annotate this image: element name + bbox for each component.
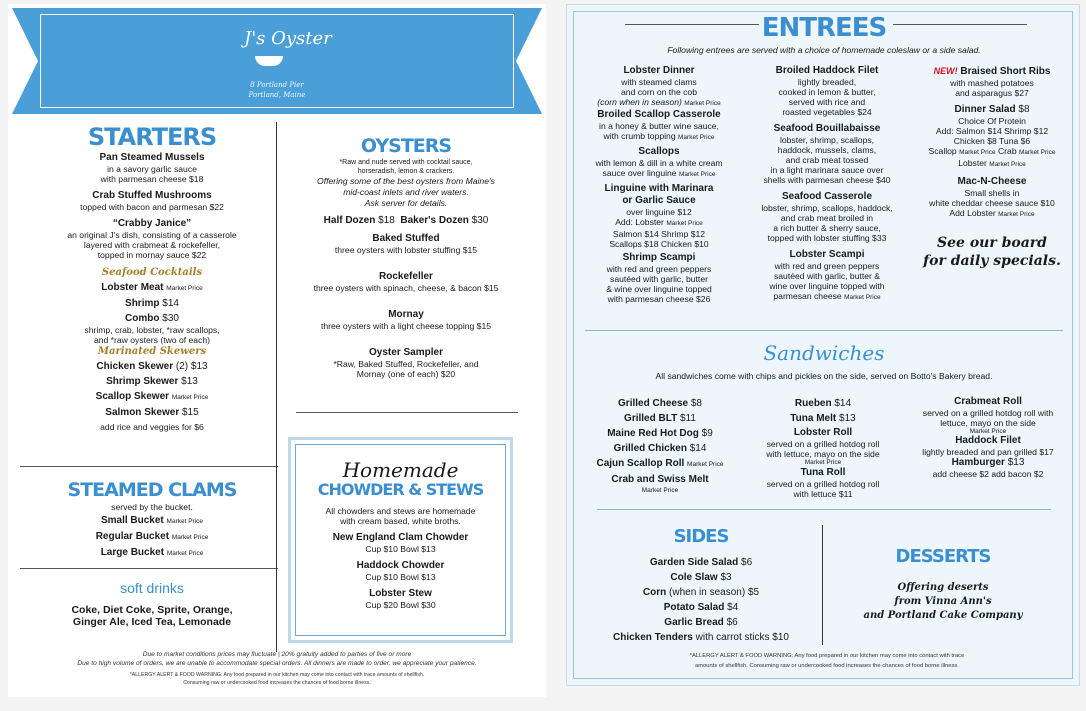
menu-item-desc: lightly breaded and pan grilled $17	[922, 447, 1054, 457]
drinks-list: Ginger Ale, Iced Tea, Lemonade	[72, 616, 232, 628]
menu-item-name: Rockefeller	[379, 271, 433, 282]
menu-item-name: Lobster Roll	[793, 427, 853, 438]
menu-item-desc: with mashed potatoes	[950, 78, 1034, 88]
menu-item-name: Linguine with Marinara	[604, 183, 714, 194]
menu-item-desc: Chicken $8 Tuna $6	[953, 136, 1031, 146]
menu-item-name: Grilled Chicken $14	[613, 443, 707, 454]
menu-item-name: Shrimp Scampi	[622, 252, 696, 263]
menu-item-name: Broiled Haddock Filet	[775, 65, 879, 76]
menu-item-desc: Add: Lobster Market Price	[615, 217, 703, 227]
menu-item-name: Chicken Tenders with carrot sticks $10	[613, 632, 789, 643]
menu-item-desc: an original J's dish, consisting of a casserole	[67, 230, 237, 240]
skewers-title: Marinated Skewers	[97, 346, 207, 357]
menu-item-desc: Lobster Market Price	[958, 158, 1026, 168]
sides-section	[597, 525, 805, 645]
specials-note: See our board	[937, 235, 1047, 251]
divider	[597, 509, 1051, 510]
menu-item-name: Crab Stuffed Mushrooms	[92, 190, 212, 201]
menu-item-desc: with lettuce, mayo on the side	[766, 449, 880, 459]
menu-item-desc: three oysters with lobster stuffing $15	[334, 245, 478, 255]
menu-item-desc: Add: Salmon $14 Shrimp $12	[935, 126, 1049, 136]
chowder-script-title: Homemade	[342, 458, 459, 482]
menu-item-desc: over linguine $12	[626, 207, 692, 217]
desserts-note: from Vinna Ann's	[894, 596, 992, 607]
menu-item-desc: topped with lobster stuffing $33	[767, 233, 887, 243]
menu-item-name: Garlic Bread $6	[664, 617, 738, 628]
oysters-note: Ask server for details.	[364, 198, 448, 208]
menu-item-desc: served on a grilled hotdog roll	[766, 479, 880, 489]
clams-subtitle: served by the bucket.	[111, 502, 193, 512]
menu-item-desc: and crab meat tossed	[785, 155, 869, 165]
menu-item-name: Lobster Meat Market Price	[101, 282, 203, 293]
menu-item-desc: sauce over linguine Market Price	[602, 168, 716, 178]
menu-item-name: Shrimp $14	[125, 298, 179, 309]
menu-item-desc: Small shells in	[964, 188, 1020, 198]
menu-item-name: Seafood Bouillabaisse	[773, 123, 881, 134]
menu-item-desc: served on a grilled hotdog roll with	[922, 408, 1054, 418]
menu-item-name: Salmon Skewer $15	[105, 407, 199, 418]
menu-item-desc: (corn when in season) Market Price	[597, 97, 721, 107]
menu-item-name: NEW! Braised Short Ribs	[933, 66, 1051, 77]
menu-item-price: Market Price	[641, 487, 679, 494]
menu-item-name: Lobster Dinner	[623, 65, 695, 76]
menu-item-desc: lobster, shrimp, scallops,	[779, 135, 875, 145]
menu-item-price: Cup $20 Bowl $30	[365, 600, 436, 610]
menu-item-desc: topped in mornay sauce $22	[97, 250, 207, 260]
entrees-title: ENTREES	[761, 13, 887, 43]
sandwiches-subtitle: All sandwiches come with chips and pickles on the side, served on Botto's Bakery bread.	[655, 371, 993, 381]
soft-drinks-section	[12, 578, 292, 628]
menu-item-name: Seafood Casserole	[781, 191, 873, 202]
oysters-note: Offering some of the best oysters from Maine's	[317, 176, 495, 186]
menu-item-desc: three oysters with spinach, cheese, & bacon $15	[313, 283, 499, 293]
sandwiches-column-2	[743, 396, 903, 499]
menu-item-desc: sautéed with garlic, butter &	[773, 271, 881, 281]
menu-item-name: Dinner Salad $8	[954, 104, 1030, 115]
entrees-column-1	[579, 65, 739, 304]
steamed-clams-section	[12, 478, 292, 560]
menu-item-name: Oyster Sampler	[369, 347, 443, 358]
menu-item-name: Potato Salad $4	[663, 602, 739, 613]
header-banner	[12, 8, 542, 114]
menu-item-name: Grilled BLT $11	[624, 413, 696, 424]
menu-item-name: Broiled Scallop Casserole	[597, 109, 721, 120]
divider	[20, 466, 278, 467]
menu-item-name: Scallop Skewer Market Price	[95, 391, 209, 402]
menu-item-name: Half Dozen $18 Baker's Dozen $30	[323, 215, 489, 226]
menu-item-desc: lobster, shrimp, scallops, haddock,	[761, 203, 893, 213]
menu-item-desc: in a light marinara sauce over	[770, 165, 884, 175]
menu-item-name: Combo $30	[125, 313, 179, 324]
menu-item-price: Market Price	[969, 428, 1007, 435]
menu-item-desc: haddock, mussels, clams,	[777, 145, 877, 155]
restaurant-logo: J's Oyster	[244, 28, 332, 49]
clams-title: STEAMED CLAMS	[67, 479, 237, 501]
column-divider	[822, 525, 823, 645]
menu-item-desc: *Raw, Baked Stuffed, Rockefeller, and	[333, 359, 479, 369]
menu-item-name: New England Clam Chowder	[332, 532, 469, 543]
new-badge: NEW!	[933, 66, 958, 76]
menu-item-desc: with crumb topping Market Price	[603, 131, 715, 141]
menu-item-desc: a rich butter & sherry sauce,	[773, 223, 881, 233]
menu-item-desc: add rice and veggies for $6	[100, 422, 204, 432]
chowder-box	[288, 437, 513, 643]
column-divider	[276, 122, 277, 652]
entrees-column-3	[912, 65, 1072, 270]
menu-item-name: Mac-N-Cheese	[957, 176, 1027, 187]
menu-item-price: Market Price	[804, 459, 842, 466]
drinks-list: Coke, Diet Coke, Sprite, Orange,	[71, 604, 233, 616]
menu-item-desc: white cheddar cheese sauce $10	[929, 198, 1055, 208]
right-footer: *ALLERGY ALERT & FOOD WARNING: Any food prepared in our kitchen may come into contact with trace amounts of shellfish. Consuming raw or undercooked food increases the chances of food borne illness.	[689, 653, 965, 669]
menu-item-desc: and asparagus $27	[955, 88, 1029, 98]
menu-item-desc: Scallops $18 Chicken $10	[609, 239, 709, 249]
sandwiches-title: Sandwiches	[763, 341, 885, 365]
menu-item-name: Rueben $14	[794, 398, 852, 409]
menu-item-name: Haddock Filet	[955, 435, 1021, 446]
drinks-title: soft drinks	[120, 580, 184, 596]
menu-item-desc: with lettuce $11	[793, 489, 853, 499]
menu-item-name: Pan Steamed Mussels	[99, 152, 205, 163]
oysters-section	[291, 134, 521, 379]
menu-item-desc: add cheese $2 add bacon $2	[932, 469, 1044, 479]
menu-item-name: Baked Stuffed	[372, 233, 440, 244]
menu-item-desc: with red and green peppers	[774, 261, 880, 271]
menu-item-name: or Garlic Sauce	[622, 195, 696, 206]
menu-item-desc: and *raw oysters (two of each)	[93, 335, 211, 345]
menu-item-desc: & wine over linguine topped	[606, 284, 712, 294]
entrees-column-2	[739, 65, 915, 303]
menu-item-desc: served with rice and	[788, 97, 866, 107]
menu-item-name: Corn (when in season) $5	[642, 587, 760, 598]
menu-item-desc: lettuce, mayo on the side	[940, 418, 1036, 428]
menu-item-name: Grilled Cheese $8	[618, 398, 702, 409]
desserts-title: DESSERTS	[895, 546, 991, 567]
menu-item-desc: Choice Of Protein	[958, 116, 1026, 126]
menu-item-desc: with parmesan cheese $18	[100, 174, 204, 184]
menu-item-name: Cole Slaw $3	[670, 572, 732, 583]
menu-item-desc: in a savory garlic sauce	[107, 164, 197, 174]
menu-item-desc: layered with crabmeat & rockefeller,	[83, 240, 221, 250]
menu-item-desc: topped with bacon and parmesan $22	[80, 202, 224, 212]
sides-title: SIDES	[673, 526, 729, 547]
menu-item-desc: with steamed clams	[621, 77, 697, 87]
menu-item-name: Maine Red Hot Dog $9	[607, 428, 713, 439]
menu-item-name: Chicken Skewer (2) $13	[96, 361, 208, 372]
menu-item-desc: Mornay (one of each) $20	[356, 369, 456, 379]
menu-item-desc: parmesan cheese Market Price	[773, 291, 881, 301]
desserts-note: Offering deserts	[897, 582, 989, 593]
entrees-subtitle: Following entrees are served with a choice of homemade coleslaw or a side salad.	[667, 45, 981, 55]
menu-item-name: Garden Side Salad $6	[649, 557, 753, 568]
starters-section	[12, 122, 292, 432]
left-footer: Due to market conditions prices may fluctuate | 20% gratuity added to parties of five or more Due to high volume of orders, we are unable to accommodate special orders. All dinners are made to order, we appreciate your patience. *ALLERGY ALERT & FOOD WARNING: Any food prepared in our kitchen may come into contact with trace amounts of shellfish. Consuming raw or undercooked food increases the chances of food borne illness.	[77, 651, 477, 686]
menu-item-desc: roasted vegetables $24	[782, 107, 872, 117]
oysters-note: horseradish, lemon & crackers.	[357, 168, 455, 175]
starters-title: STARTERS	[87, 123, 217, 151]
menu-item-name: Haddock Chowder	[356, 560, 445, 571]
divider	[585, 330, 1063, 331]
menu-item-name: Crab and Swiss Melt	[611, 474, 709, 485]
menu-item-name: Tuna Melt $13	[790, 413, 856, 424]
menu-item-desc: with red and green peppers	[606, 264, 712, 274]
oysters-note: *Raw and nude served with cocktail sauce,	[339, 159, 473, 166]
divider	[296, 412, 518, 413]
chowder-note: All chowders and stews are homemade	[325, 506, 476, 516]
menu-item-name: Lobster Scampi	[789, 249, 865, 260]
menu-item-desc: wine over linguine topped with	[769, 281, 885, 291]
left-menu-page	[8, 4, 546, 697]
menu-item-desc: cooked in lemon & butter,	[778, 87, 876, 97]
menu-item-name: Scallops	[638, 146, 680, 157]
menu-item-desc: three oysters with a light cheese topping $15	[320, 321, 492, 331]
sandwiches-column-3	[903, 396, 1073, 479]
menu-item-desc: in a honey & butter wine sauce,	[599, 121, 719, 131]
desserts-section	[835, 545, 1051, 623]
menu-item-name: Lobster Stew	[369, 588, 432, 599]
oysters-note: mid-coast inlets and river waters.	[343, 187, 469, 197]
menu-item-desc: served on a grilled hotdog roll	[766, 439, 880, 449]
menu-item-desc: shrimp, crab, lobster, *raw scallops,	[84, 325, 220, 335]
menu-item-desc: with parmesan cheese $26	[607, 294, 711, 304]
menu-item-name: Tuna Roll	[800, 467, 846, 478]
menu-item-desc: Scallop Market Price Crab Market Price	[928, 146, 1056, 156]
menu-item-desc: Add Lobster Market Price	[949, 208, 1035, 218]
right-menu-page	[566, 4, 1080, 686]
menu-item-desc: Salmon $14 Shrimp $12	[612, 229, 706, 239]
menu-item-name: Regular Bucket Market Price	[95, 531, 209, 542]
menu-item-name: Small Bucket Market Price	[100, 515, 204, 526]
menu-item-name: Cajun Scallop Roll Market Price	[596, 458, 724, 469]
menu-item-name: “Crabby Janice”	[112, 218, 192, 229]
menu-item-desc: with lemon & dill in a white cream	[595, 158, 723, 168]
cocktails-title: Seafood Cocktails	[101, 267, 203, 278]
menu-item-desc: and crab meat broiled in	[780, 213, 874, 223]
restaurant-address: 8 Portland Pier Portland, Maine	[248, 81, 306, 99]
specials-note: for daily specials.	[923, 253, 1061, 269]
menu-item-desc: shells with parmesan cheese $40	[763, 175, 891, 185]
chowder-title: CHOWDER & STEWS	[317, 480, 484, 499]
menu-item-name: Crabmeat Roll	[954, 396, 1022, 407]
menu-item-name: Shrimp Skewer $13	[106, 376, 198, 387]
chowder-note: with cream based, white broths.	[340, 516, 461, 526]
menu-item-name: Large Bucket Market Price	[100, 547, 204, 558]
menu-item-desc: and corn on the cob	[621, 87, 697, 97]
divider	[20, 568, 278, 569]
menu-item-name: Mornay	[388, 309, 424, 320]
menu-item-desc: lightly breaded,	[797, 77, 857, 87]
menu-item-desc: sautéed with garlic, butter	[610, 274, 708, 284]
desserts-note: and Portland Cake Company	[863, 610, 1023, 621]
sandwiches-column-1	[577, 396, 743, 494]
menu-item-name: Hamburger $13	[951, 457, 1025, 468]
menu-item-price: Cup $10 Bowl $13	[365, 572, 436, 582]
menu-item-price: Cup $10 Bowl $13	[365, 544, 436, 554]
oysters-title: OYSTERS	[360, 135, 452, 157]
